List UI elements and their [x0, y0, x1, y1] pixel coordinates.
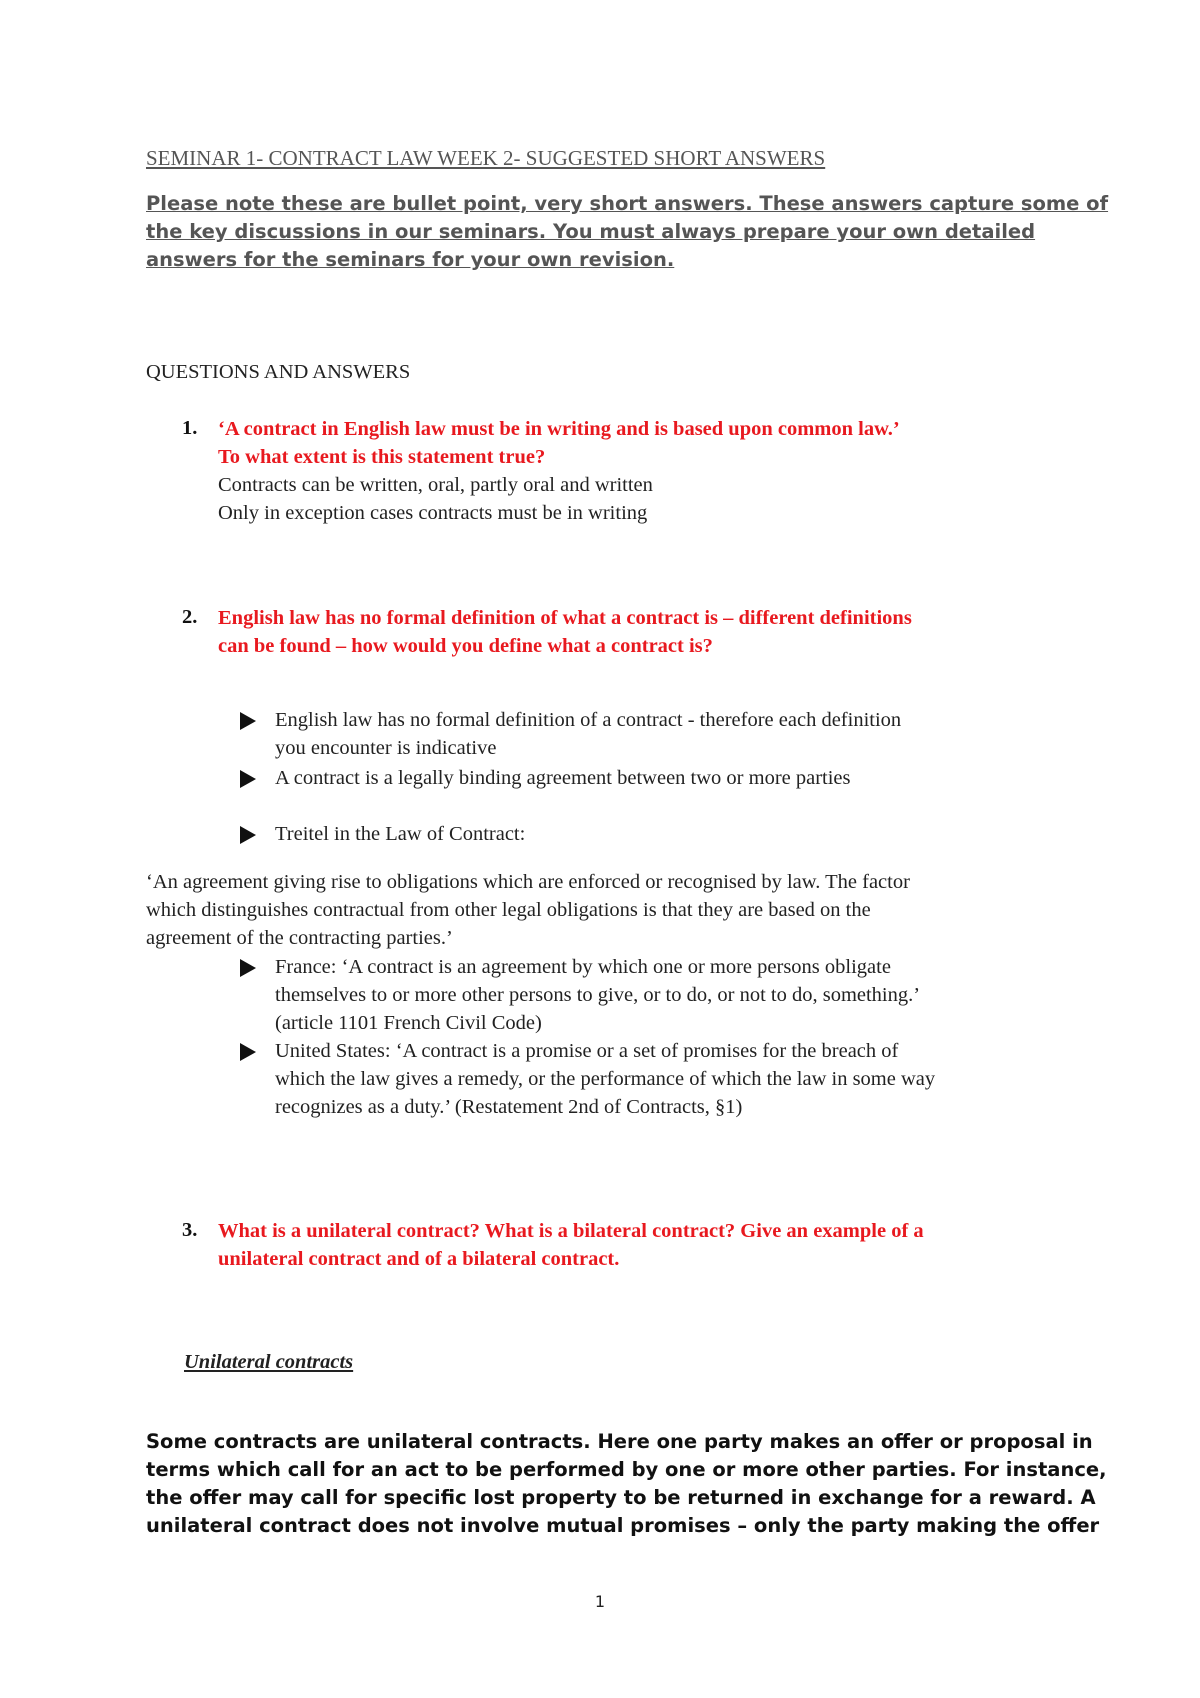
- question-line: English law has no formal definition of what a contract is – different definitions: [218, 607, 912, 629]
- question-number: 1.: [182, 417, 198, 439]
- triangle-bullet-icon: [240, 826, 256, 844]
- question-line: To what extent is this statement true?: [218, 446, 546, 468]
- page-number: 1: [594, 1592, 606, 1611]
- paragraph-line: the offer may call for specific lost property to be returned in exchange for a reward. A: [146, 1486, 1096, 1509]
- bullet-text: [275, 820, 525, 848]
- triangle-bullet-icon: [240, 959, 256, 977]
- bullet-line: themselves to or more other persons to give, or to do, or not to do, something.’: [275, 984, 921, 1006]
- section-heading: QUESTIONS AND ANSWERS: [146, 361, 411, 383]
- question-number: 2.: [182, 606, 198, 628]
- question-line: unilateral contract and of a bilateral contract.: [218, 1248, 620, 1270]
- bullet-text: [275, 764, 851, 792]
- quote-line: agreement of the contracting parties.’: [146, 927, 453, 949]
- bullet-text: [275, 706, 901, 762]
- paragraph-line: terms which call for an act to be performed by one or more other parties. For instance,: [146, 1458, 1107, 1481]
- note-line: the key discussions in our seminars. You must always prepare your own detailed: [146, 220, 1036, 243]
- question-line: What is a unilateral contract? What is a bilateral contract? Give an example of a: [218, 1220, 924, 1242]
- bullet-line: recognizes as a duty.’ (Restatement 2nd of Contracts, §1): [275, 1096, 743, 1118]
- bullet-line: English law has no formal definition of a contract - therefore each definition: [275, 709, 902, 731]
- triangle-bullet-icon: [240, 1043, 256, 1061]
- note-line: Please note these are bullet point, very short answers. These answers capture some of: [146, 192, 1109, 215]
- answer-line: Contracts can be written, oral, partly oral and written: [218, 474, 653, 496]
- unilateral-subheading: Unilateral contracts: [184, 1351, 354, 1373]
- paragraph-line: Some contracts are unilateral contracts. Here one party makes an offer or proposal in: [146, 1430, 1093, 1453]
- quote-line: which distinguishes contractual from other legal obligations is that they are based on the: [146, 899, 871, 921]
- question-line: can be found – how would you define what a contract is?: [218, 635, 713, 657]
- question-text: [218, 1217, 924, 1273]
- treitel-quote: [146, 868, 910, 952]
- bullet-line: you encounter is indicative: [275, 737, 497, 759]
- quote-line: ‘An agreement giving rise to obligations which are enforced or recognised by law. The factor: [146, 871, 910, 893]
- bullet-line: France: ‘A contract is an agreement by which one or more persons obligate: [275, 956, 891, 978]
- answer-line: Only in exception cases contracts must be in writing: [218, 502, 648, 524]
- question-text: [218, 604, 912, 660]
- bullet-line: United States: ‘A contract is a promise or a set of promises for the breach of: [275, 1040, 899, 1062]
- question-line: ‘A contract in English law must be in writing and is based upon common law.’: [218, 418, 900, 440]
- bullet-line: which the law gives a remedy, or the performance of which the law in some way: [275, 1068, 936, 1090]
- bullet-line: Treitel in the Law of Contract:: [275, 823, 526, 845]
- question-number: 3.: [182, 1219, 198, 1241]
- document-title: SEMINAR 1- CONTRACT LAW WEEK 2- SUGGESTED SHORT ANSWERS: [146, 146, 826, 170]
- question-text: [218, 415, 900, 471]
- answer-text: [218, 471, 653, 527]
- disclaimer-note: [146, 190, 1109, 274]
- bullet-text: [275, 1037, 935, 1121]
- triangle-bullet-icon: [240, 770, 256, 788]
- paragraph-line: unilateral contract does not involve mutual promises – only the party making the offer: [146, 1514, 1100, 1537]
- triangle-bullet-icon: [240, 712, 256, 730]
- bullet-line: A contract is a legally binding agreement between two or more parties: [275, 767, 851, 789]
- note-line: answers for the seminars for your own revision.: [146, 248, 675, 271]
- unilateral-paragraph: [146, 1428, 1107, 1540]
- bullet-text: [275, 953, 920, 1037]
- bullet-line: (article 1101 French Civil Code): [275, 1012, 542, 1034]
